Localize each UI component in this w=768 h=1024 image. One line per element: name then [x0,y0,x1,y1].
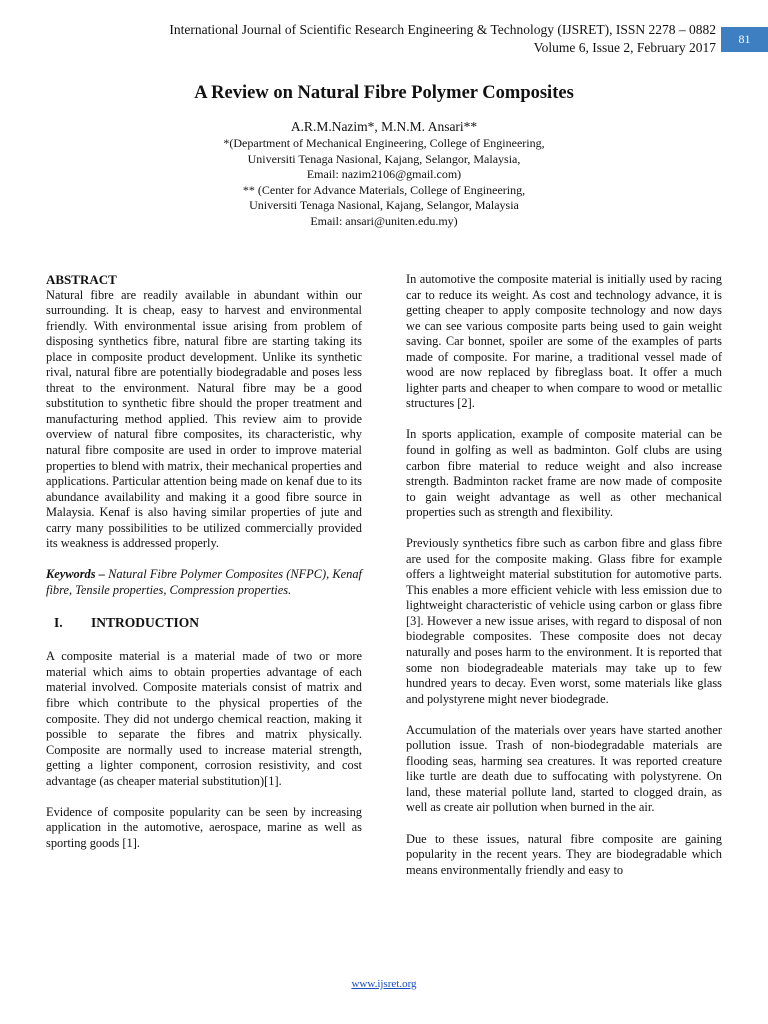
section-number: I. [54,615,63,631]
section-title: INTRODUCTION [91,615,200,631]
affiliation-email: Email: nazim2106@gmail.com) [306,167,462,181]
paper-authors: A.R.M.Nazim*, M.N.M. Ansari** [290,119,478,134]
right-column [406,272,722,894]
affiliation-line: Universiti Tenaga Nasional, Kajang, Selangor, Malaysia, [247,151,521,166]
keywords-text: Natural Fibre Polymer Composites (NFPC), Kenaf fibre, Tensile properties, Compression properties. [46,567,362,597]
page-number-badge: 81 [721,27,768,52]
affiliation-email: Email: ansari@uniten.edu.my) [310,213,458,228]
keywords [46,567,362,598]
left-column [46,272,362,867]
journal-website-link[interactable]: www.ijsret.org [351,978,417,990]
abstract-text: Natural fibre are readily available in abundant within our surrounding. It is cheap, easy to harvest and environmental friendly. With environmental issue arising from problem of disposing synthetics fibre, natural fibre are starting taking its place in composite product development. Unlike its synthetic rival, natural fibre are potentially biodegradable and poses less threat to the environment. Natural fibre may be a good substitution to synthetic fibre should the proper treatment and manufacturing method applied. This review aim to provide overview of natural fibre composites, its characteristic, why natural fibre composite are used in order to improve material properties to blend with matrix, their mechanical properties and applications. Particular attention being made on kenaf due to its abundance availability and making it a good fibre source in Malaysia. Kenaf is also having similar properties of jute and carry many possibilities to be utilized commercially provided its weakness is addressed properly. [46,287,362,551]
journal-header: International Journal of Scientific Research Engineering & Technology (IJSRET), ISSN 2278 – 0882 [169,22,716,37]
keywords-label: Keywords – [46,567,105,582]
body-paragraph: In sports application, example of composite material can be found in golfing as well as badminton. Golf clubs are using carbon fibre material to reduce weight and also increase strength. Badminton racket frame are now made of composite to gain weight advantage as well as other mechanical properties such as strength and flexibility. [406,427,722,520]
author-affiliations [0,136,768,229]
affiliation-line: ** (Center for Advance Materials, College of Engineering, [242,182,526,197]
paper-title: A Review on Natural Fibre Polymer Composites [194,83,574,103]
body-paragraph: Due to these issues, natural fibre composite are gaining popularity in the recent years. They are biodegradable which means environmentally friendly and easy to [406,831,722,877]
abstract-heading: ABSTRACT [46,272,117,287]
body-paragraph: Accumulation of the materials over years have started another pollution issue. Trash of non-biodegradable materials are flooding seas, harming sea creatures. It was reported creature like turtle are death due to suffocating with polystyrene. On land, these material pollute land, started to clogged drain, as well as create air pollution when burned in the air. [406,722,722,815]
body-paragraph: In automotive the composite material is initially used by racing car to reduce its weight. As cost and technology advance, it is getting cheaper to apply composite technology and now days we can see various composite parts being used to gain weight saving. Car bonnet, spoiler are some of the examples of parts made of composite. For marine, a traditional vessel made of wood are now replaced by fibreglass boat. It offer a much lighter parts and cheaper to when compare to wood or metallic structures [2]. [406,272,722,411]
affiliation-line: Universiti Tenaga Nasional, Kajang, Selangor, Malaysia [249,198,519,212]
volume-info: Volume 6, Issue 2, February 2017 [533,40,716,55]
affiliation-line: *(Department of Mechanical Engineering, College of Engineering, [223,136,545,150]
body-paragraph: Previously synthetics fibre such as carbon fibre and glass fibre are used for the composite making. Glass fibre for example offers a lightweight material substitution for automotive parts. This enables a more efficient vehicle with less emission due to lightweight characteristic of vehicle using carbon or glass fibre [3]. However a new issue arises, with regard to disposal of non biodegrable composites. These composite does not decay naturally and poses harm to the environment. It is reported that some non biodegradeable materials may take up to few hundred years to decay. Even worst, some materials like glass and polystyrene might never biodegrade. [406,536,722,706]
intro-paragraph: A composite material is a material made of two or more material which aims to obtain properties advantage of each material involved. Composite materials consist of matrix and fibre which contribute to the physical properties of the composite. They did not undergo chemical reaction, making it possible to separate the fibres and matrix physically. Composite are normally used to increase material strength, getting a lighter component, corrosion resistivity, and cost advantage (as cheaper material substitution)[1]. [46,649,362,788]
intro-paragraph: Evidence of composite popularity can be seen by increasing application in the automotive, aerospace, marine as well as sporting goods [1]. [46,804,362,850]
section-heading-introduction [54,614,362,632]
